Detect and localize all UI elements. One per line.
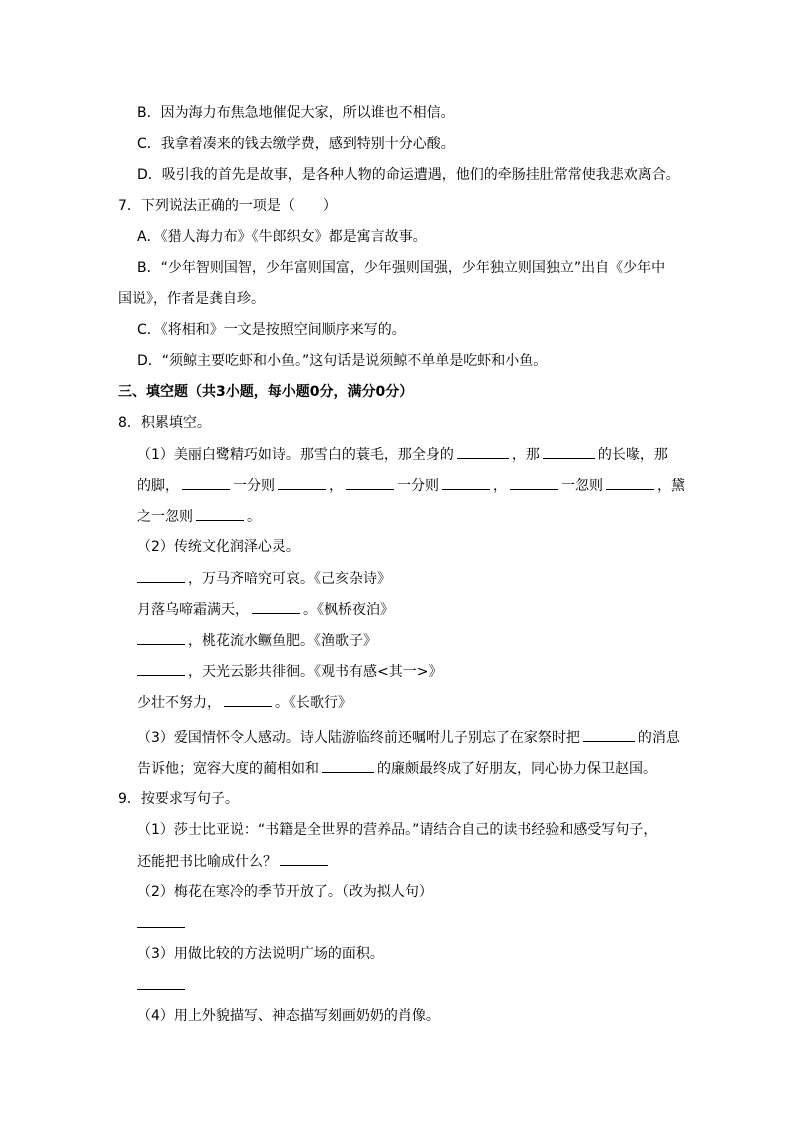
text: 的消息 xyxy=(637,730,680,746)
section-title: 三、填空题（共3小题，每小题0分，满分0分） xyxy=(118,384,414,400)
q7-option-d: D．“须鲸主要吃虾和小鱼。”这句话是说须鲸不单单是吃虾和小鱼。 xyxy=(137,353,548,369)
blank[interactable] xyxy=(346,475,394,490)
q8-stem: 8．积累填空。 xyxy=(118,415,211,431)
text: 一忽则 xyxy=(561,478,603,494)
q8-poem4 xyxy=(137,661,442,682)
q7-option-b-line2: 国说》，作者是龚自珍。 xyxy=(118,291,265,307)
text: ， xyxy=(329,478,343,494)
text: （1）美丽白鹭精巧如诗。那雪白的蓑毛，那全身的 xyxy=(137,447,454,463)
text: 一分则 xyxy=(233,478,275,494)
text: 。《长歌行》 xyxy=(275,695,352,711)
q8-poem5 xyxy=(137,692,352,713)
q9-part3: （3）用做比较的方法说明广场的面积。 xyxy=(137,946,384,962)
q8-poem3 xyxy=(137,630,377,651)
blank[interactable] xyxy=(137,568,185,583)
blank[interactable] xyxy=(543,444,595,459)
q7-option-c: C．《将相和》一文是按照空间顺序来写的。 xyxy=(137,322,406,338)
q6-option-c: C．我拿着凑来的钱去缴学费，感到特别十分心酸。 xyxy=(137,136,455,152)
q9-part3-answer-line xyxy=(137,975,188,996)
text: ，天光云影共徘徊。《观书有感<其一>》 xyxy=(188,664,443,680)
q9-part4: （4）用上外貌描写、神态描写刻画奶奶的肖像。 xyxy=(137,1008,440,1024)
text: ，桃花流水鳜鱼肥。《渔歌子》 xyxy=(188,633,377,649)
blank[interactable] xyxy=(196,506,244,521)
blank[interactable] xyxy=(182,475,230,490)
text: ，那 xyxy=(511,447,540,463)
blank[interactable] xyxy=(278,475,326,490)
blank[interactable] xyxy=(606,475,654,490)
blank[interactable] xyxy=(322,758,374,773)
q7-stem: 7．下列说法正确的一项是（ ） xyxy=(118,198,337,214)
text: 。 xyxy=(247,509,261,525)
q8-part1-line2 xyxy=(137,475,685,496)
q7-option-b-line1: B．“少年智则国智，少年富则国富，少年强则国强，少年独立则国独立”出自《少年中 xyxy=(137,260,666,276)
text: 的脚， xyxy=(137,478,179,494)
answer-blank[interactable] xyxy=(137,975,185,990)
q8-part3-line1 xyxy=(137,727,680,748)
blank[interactable] xyxy=(224,692,272,707)
q7-option-a: A．《猎人海力布》《牛郎织女》都是寓言故事。 xyxy=(137,229,427,245)
text: 告诉他；宽容大度的蔺相如和 xyxy=(137,761,319,777)
text: ，万马齐喑究可哀。《己亥杂诗》 xyxy=(188,571,391,587)
text: ， xyxy=(493,478,507,494)
answer-blank[interactable] xyxy=(280,851,328,866)
blank[interactable] xyxy=(137,630,185,645)
q8-poem1 xyxy=(137,568,391,589)
q8-part1-line3 xyxy=(137,506,261,527)
text: 一分则 xyxy=(397,478,439,494)
blank[interactable] xyxy=(510,475,558,490)
blank[interactable] xyxy=(137,661,185,676)
q8-part1-line1 xyxy=(137,444,668,465)
text: 之一忽则 xyxy=(137,509,193,525)
q8-part2-title: （2）传统文化润泽心灵。 xyxy=(137,539,300,555)
blank[interactable] xyxy=(583,727,635,742)
q8-poem2 xyxy=(137,599,394,620)
q9-part2: （2）梅花在寒冷的季节开放了。（改为拟人句） xyxy=(137,884,433,900)
text: 。《枫桥夜泊》 xyxy=(303,602,394,618)
q6-option-b: B．因为海力布焦急地催促大家，所以谁也不相信。 xyxy=(137,105,455,121)
text: 的长喙，那 xyxy=(597,447,668,463)
q9-part2-answer-line xyxy=(137,913,188,934)
text: 还能把书比喻成什么？ xyxy=(137,854,277,870)
text: ，黛 xyxy=(657,478,685,494)
q8-part3-line2 xyxy=(137,758,657,779)
q9-stem: 9．按要求写句子。 xyxy=(118,791,239,807)
blank[interactable] xyxy=(252,599,300,614)
answer-blank[interactable] xyxy=(137,913,185,928)
text: 月落乌啼霜满天， xyxy=(137,602,249,618)
blank[interactable] xyxy=(457,444,509,459)
q9-part1-line2 xyxy=(137,851,331,872)
blank[interactable] xyxy=(442,475,490,490)
q6-option-d: D．吸引我的首先是故事，是各种人物的命运遭遇，他们的牵肠挂肚常常使我悲欢离合。 xyxy=(137,167,680,183)
text: 少壮不努力， xyxy=(137,695,221,711)
text: （3）爱国情怀令人感动。诗人陆游临终前还嘱咐儿子别忘了在家祭时把 xyxy=(137,730,580,746)
q9-part1-line1: （1）莎士比亚说：“书籍是全世界的营养品。”请结合自己的读书经验和感受写句子， xyxy=(137,822,658,838)
text: 的廉颇最终成了好朋友，同心协力保卫赵国。 xyxy=(377,761,657,777)
